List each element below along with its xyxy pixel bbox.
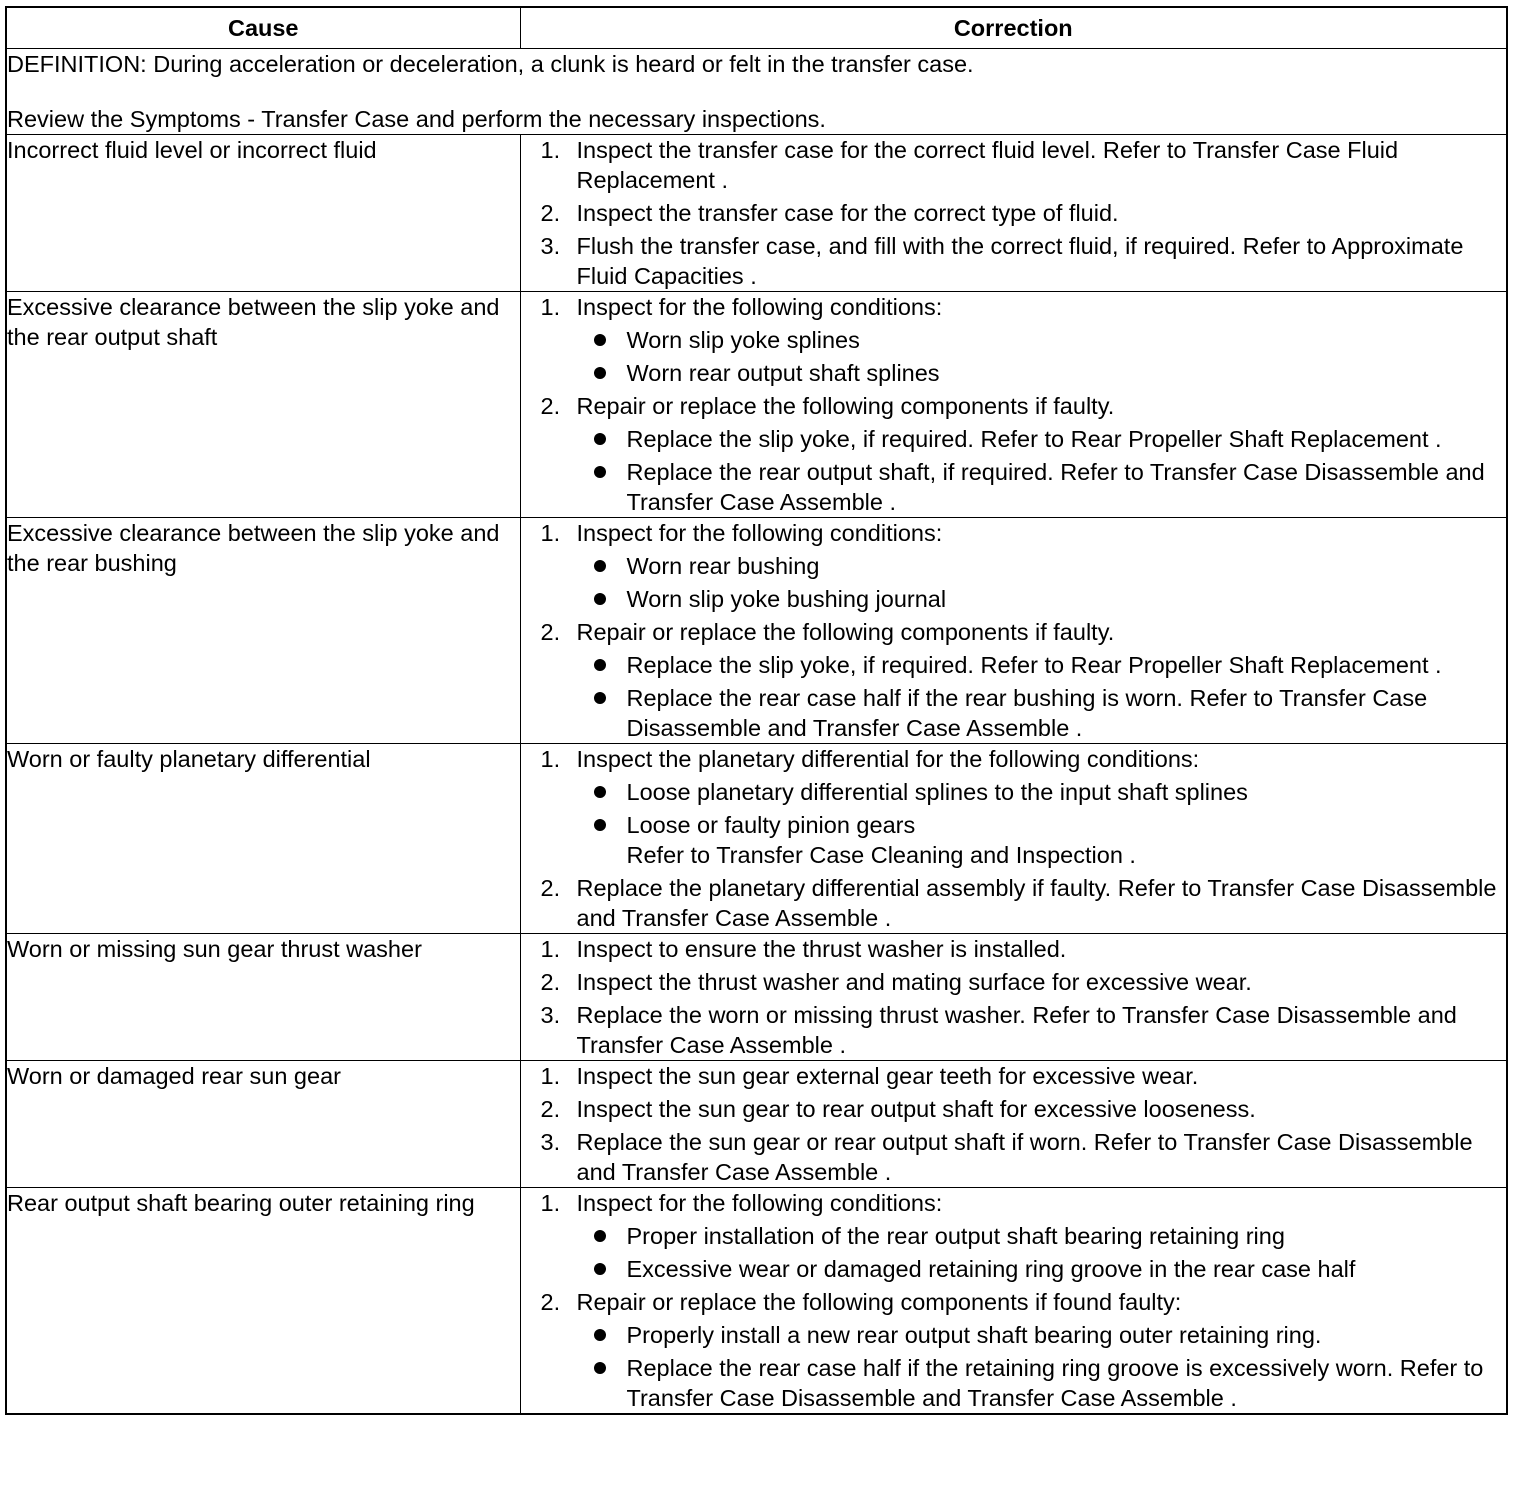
step-text: Repair or replace the following components if faulty. — [576, 619, 1115, 645]
step-text: Replace the planetary differential assembly if faulty. Refer to Transfer Case Disassemble and Transfer Case Assemble . — [576, 875, 1497, 931]
list-item-text: Replace the rear case half if the retaining ring groove is excessively worn. Refer to Transfer Case Disassemble and Transfer Case Assemble . — [626, 1355, 1484, 1411]
correction-column-header: Correction — [520, 7, 1507, 49]
step-number: 1. — [540, 746, 561, 772]
list-item — [577, 650, 1507, 680]
step-number: 3. — [540, 1002, 561, 1028]
bullet-icon — [594, 659, 606, 671]
correction-cell — [520, 1188, 1507, 1415]
correction-cell — [520, 1061, 1507, 1188]
correction-step — [521, 967, 1507, 997]
step-number: 3. — [540, 1129, 561, 1155]
list-item — [577, 1254, 1507, 1284]
correction-steps — [521, 744, 1507, 933]
step-text: Inspect for the following conditions: — [576, 520, 943, 546]
step-text: Inspect the transfer case for the correct fluid level. Refer to Transfer Case Fluid Replacement . — [576, 137, 1399, 193]
table-row — [6, 1188, 1507, 1415]
list-item — [577, 584, 1507, 614]
step-number: 2. — [540, 1289, 561, 1315]
correction-step — [521, 391, 1507, 517]
cause-cell: Worn or missing sun gear thrust washer — [6, 934, 520, 1061]
table-row — [6, 934, 1507, 1061]
list-item-text: Replace the slip yoke, if required. Refer to Rear Propeller Shaft Replacement . — [626, 426, 1442, 452]
step-text: Inspect to ensure the thrust washer is installed. — [576, 936, 1067, 962]
condition-list — [577, 325, 1507, 388]
bullet-icon — [594, 692, 606, 704]
list-item — [577, 1221, 1507, 1251]
cause-column-header: Cause — [6, 7, 520, 49]
step-text: Repair or replace the following components if found faulty: — [576, 1289, 1182, 1315]
correction-cell — [520, 135, 1507, 292]
condition-list — [577, 777, 1507, 840]
cause-cell: Excessive clearance between the slip yoke and the rear bushing — [6, 518, 520, 744]
cause-cell: Worn or faulty planetary differential — [6, 744, 520, 934]
condition-list — [577, 650, 1507, 743]
correction-steps — [521, 292, 1507, 517]
list-item-text: Replace the rear case half if the rear bushing is worn. Refer to Transfer Case Disassemble and Transfer Case Assemble . — [626, 685, 1428, 741]
correction-cell — [520, 934, 1507, 1061]
definition-row — [6, 49, 1507, 135]
step-number: 2. — [540, 875, 561, 901]
correction-steps — [521, 518, 1507, 743]
step-text: Inspect the planetary differential for the following conditions: — [576, 746, 1200, 772]
step-text: Replace the worn or missing thrust washer. Refer to Transfer Case Disassemble and Transfer Case Assemble . — [576, 1002, 1457, 1058]
list-item-text: Loose or faulty pinion gears — [626, 812, 916, 838]
cause-cell: Excessive clearance between the slip yoke and the rear output shaft — [6, 292, 520, 518]
step-text: Repair or replace the following components if faulty. — [576, 393, 1115, 419]
list-item-text: Excessive wear or damaged retaining ring groove in the rear case half — [626, 1256, 1356, 1282]
correction-step — [521, 617, 1507, 743]
step-text: Replace the sun gear or rear output shaft if worn. Refer to Transfer Case Disassemble and Transfer Case Assemble . — [576, 1129, 1473, 1185]
bullet-icon — [594, 466, 606, 478]
bullet-icon — [594, 593, 606, 605]
correction-step — [521, 1127, 1507, 1187]
correction-step — [521, 744, 1507, 870]
step-text: Inspect the transfer case for the correct type of fluid. — [576, 200, 1119, 226]
correction-step — [521, 1188, 1507, 1284]
list-item-text: Worn rear bushing — [626, 553, 820, 579]
step-number: 1. — [540, 137, 561, 163]
condition-list — [577, 1320, 1507, 1413]
correction-step — [521, 873, 1507, 933]
step-text: Inspect the sun gear external gear teeth for excessive wear. — [576, 1063, 1199, 1089]
list-item — [577, 810, 1507, 840]
bullet-icon — [594, 334, 606, 346]
list-item-text: Worn slip yoke bushing journal — [626, 586, 947, 612]
step-number: 3. — [540, 233, 561, 259]
correction-cell — [520, 292, 1507, 518]
definition-cell — [6, 49, 1507, 135]
step-number: 2. — [540, 969, 561, 995]
correction-step — [521, 1094, 1507, 1124]
correction-step — [521, 934, 1507, 964]
bullet-icon — [594, 433, 606, 445]
list-item — [577, 683, 1507, 743]
correction-steps — [521, 1188, 1507, 1413]
correction-cell — [520, 744, 1507, 934]
list-item — [577, 457, 1507, 517]
reference-note: Refer to Transfer Case Cleaning and Inspection . — [626, 842, 1136, 868]
table-row — [6, 1061, 1507, 1188]
bullet-icon — [594, 560, 606, 572]
list-item-text: Properly install a new rear output shaft bearing outer retaining ring. — [626, 1322, 1322, 1348]
step-text: Inspect for the following conditions: — [576, 294, 943, 320]
correction-steps — [521, 934, 1507, 1060]
header-row — [6, 7, 1507, 49]
cause-cell: Rear output shaft bearing outer retaining ring — [6, 1188, 520, 1415]
list-item — [577, 777, 1507, 807]
list-item — [577, 551, 1507, 581]
list-item — [577, 358, 1507, 388]
bullet-icon — [594, 1329, 606, 1341]
review-instruction: Review the Symptoms - Transfer Case and perform the necessary inspections. — [7, 106, 826, 132]
list-item-text: Replace the rear output shaft, if required. Refer to Transfer Case Disassemble and Transfer Case Assemble . — [626, 459, 1485, 515]
bullet-icon — [594, 819, 606, 831]
step-text: Inspect for the following conditions: — [576, 1190, 943, 1216]
step-number: 1. — [540, 936, 561, 962]
step-number: 2. — [540, 393, 561, 419]
table-row — [6, 744, 1507, 934]
correction-step — [521, 198, 1507, 228]
correction-step — [521, 292, 1507, 388]
bullet-icon — [594, 1362, 606, 1374]
list-item — [577, 1320, 1507, 1350]
bullet-icon — [594, 1230, 606, 1242]
correction-step — [521, 518, 1507, 614]
condition-list — [577, 551, 1507, 614]
correction-cell — [520, 518, 1507, 744]
table-row — [6, 135, 1507, 292]
list-item-text: Worn slip yoke splines — [626, 327, 860, 353]
correction-step — [521, 135, 1507, 195]
list-item-text: Worn rear output shaft splines — [626, 360, 940, 386]
correction-step — [521, 1000, 1507, 1060]
diagnostic-table — [5, 6, 1508, 1415]
list-item — [577, 424, 1507, 454]
bullet-icon — [594, 1263, 606, 1275]
definition-text: DEFINITION: During acceleration or deceleration, a clunk is heard or felt in the transfer case. — [7, 51, 974, 77]
step-text: Flush the transfer case, and fill with the correct fluid, if required. Refer to Approximate Fluid Capacities . — [576, 233, 1464, 289]
step-text: Inspect the thrust washer and mating surface for excessive wear. — [576, 969, 1252, 995]
list-item-text: Replace the slip yoke, if required. Refer to Rear Propeller Shaft Replacement . — [626, 652, 1442, 678]
list-item-text: Proper installation of the rear output shaft bearing retaining ring — [626, 1223, 1285, 1249]
condition-list — [577, 1221, 1507, 1284]
cause-cell: Incorrect fluid level or incorrect fluid — [6, 135, 520, 292]
step-text: Inspect the sun gear to rear output shaft for excessive looseness. — [576, 1096, 1256, 1122]
step-number: 2. — [540, 1096, 561, 1122]
step-number: 1. — [540, 1190, 561, 1216]
bullet-icon — [594, 367, 606, 379]
correction-step — [521, 1061, 1507, 1091]
correction-step — [521, 1287, 1507, 1413]
list-item — [577, 325, 1507, 355]
correction-steps — [521, 1061, 1507, 1187]
list-item — [577, 1353, 1507, 1413]
step-number: 1. — [540, 520, 561, 546]
correction-step — [521, 231, 1507, 291]
step-number: 2. — [540, 619, 561, 645]
step-number: 1. — [540, 1063, 561, 1089]
cause-cell: Worn or damaged rear sun gear — [6, 1061, 520, 1188]
step-number: 2. — [540, 200, 561, 226]
bullet-icon — [594, 786, 606, 798]
correction-steps — [521, 135, 1507, 291]
step-number: 1. — [540, 294, 561, 320]
list-item-text: Loose planetary differential splines to the input shaft splines — [626, 779, 1248, 805]
table-row — [6, 292, 1507, 518]
condition-list — [577, 424, 1507, 517]
table-row — [6, 518, 1507, 744]
